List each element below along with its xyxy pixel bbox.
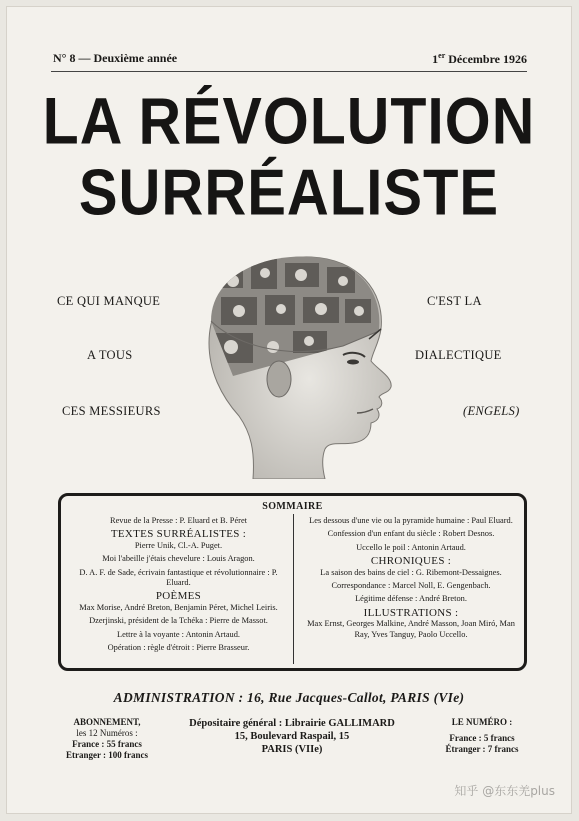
abonnement-block bbox=[47, 717, 167, 761]
toc-item: D. A. F. de Sade, écrivain fantastique et révolutionnaire : P. Eluard. bbox=[79, 567, 278, 588]
abonnement-line: France : 55 francs bbox=[72, 739, 142, 749]
sommaire-divider bbox=[293, 514, 294, 664]
depositaire-line: Dépositaire général : Librairie GALLIMARD bbox=[189, 718, 395, 729]
slogan-right-1: C'EST LA bbox=[427, 294, 482, 308]
toc-authors: Max Ernst, Georges Malkine, André Masson, Joan Miró, Man Ray, Yves Tanguy, Paolo Uccello. bbox=[307, 619, 515, 639]
depositaire-block bbox=[177, 717, 407, 756]
sommaire-title: SOMMAIRE bbox=[262, 501, 323, 512]
toc-item: Confession d'un enfant du siècle : Robert Desnos. bbox=[327, 529, 495, 539]
watermark-text: 知乎 @东东羌plus bbox=[454, 784, 555, 798]
toc-authors: Max Morise, André Breton, Benjamin Péret, Michel Leiris. bbox=[79, 602, 278, 612]
numero-line: Étranger : 7 francs bbox=[445, 744, 519, 754]
toc-item: Légitime défense : André Breton. bbox=[355, 594, 467, 604]
abonnement-line: Etranger : 100 francs bbox=[65, 750, 149, 760]
sommaire-left-column bbox=[71, 516, 286, 656]
toc-item: Opération : règle d'étroit : Pierre Brasseur. bbox=[107, 643, 250, 653]
toc-section-heading: ILLUSTRATIONS : bbox=[363, 606, 459, 619]
toc-authors: Pierre Unik, Cl.-A. Puget. bbox=[134, 540, 223, 550]
slogan-left-3: CES MESSIEURS bbox=[62, 404, 161, 418]
slogan-right-3: (ENGELS) bbox=[463, 404, 520, 418]
magazine-cover bbox=[6, 6, 572, 814]
toc-item: Dzerjinski, président de la Tchéka : Pierre de Massot. bbox=[89, 616, 268, 626]
toc-item: Correspondance : Marcel Noll, E. Gengenbach. bbox=[331, 581, 491, 591]
masthead-line-2: SURRÉALISTE bbox=[78, 156, 500, 229]
numero-title: LE NUMÉRO : bbox=[451, 717, 513, 727]
administration-address: ADMINISTRATION : 16, Rue Jacques-Callot, PARIS (VIe) bbox=[113, 690, 465, 705]
abonnement-line: les 12 Numéros : bbox=[76, 728, 138, 738]
numero-block bbox=[427, 717, 537, 755]
slogan-right-2: DIALECTIQUE bbox=[415, 348, 502, 362]
date-day: 1 bbox=[432, 52, 439, 66]
toc-section-heading: TEXTES SURRÉALISTES : bbox=[110, 528, 247, 541]
date-rest: Décembre 1926 bbox=[445, 52, 527, 66]
toc-item: Moi l'abeille j'étais chevelure : Louis Aragon. bbox=[102, 554, 255, 564]
masthead-line-1: LA RÉVOLUTION bbox=[42, 84, 536, 158]
collage-head-illustration bbox=[193, 251, 399, 479]
depositaire-line: 15, Boulevard Raspail, 15 bbox=[234, 731, 350, 742]
issue-line bbox=[53, 51, 527, 67]
slogan-left-2: A TOUS bbox=[87, 348, 133, 362]
slogan-left-1: CE QUI MANQUE bbox=[57, 294, 161, 308]
toc-item: Les dessous d'une vie ou la pyramide humaine : Paul Eluard. bbox=[309, 516, 513, 525]
abonnement-title: ABONNEMENT, bbox=[73, 717, 141, 727]
sommaire-box bbox=[58, 493, 527, 671]
sommaire-right-column bbox=[301, 516, 521, 643]
toc-item: Uccello le poil : Antonin Artaud. bbox=[356, 542, 466, 552]
depositaire-line: PARIS (VIIe) bbox=[261, 744, 323, 755]
issue-date bbox=[432, 51, 527, 67]
header-rule bbox=[51, 71, 527, 72]
toc-item: La saison des bains de ciel : G. Ribemont-Dessaignes. bbox=[320, 567, 502, 577]
toc-section-heading: POÈMES bbox=[155, 590, 202, 603]
toc-section-heading: CHRONIQUES : bbox=[370, 555, 452, 568]
toc-item: Lettre à la voyante : Antonin Artaud. bbox=[116, 629, 241, 639]
toc-item: Revue de la Presse : P. Eluard et B. Péret bbox=[110, 516, 247, 525]
numero-line: France : 5 francs bbox=[449, 733, 515, 743]
issue-number: N° 8 — Deuxième année bbox=[53, 51, 178, 65]
date-sup: er bbox=[438, 51, 446, 60]
